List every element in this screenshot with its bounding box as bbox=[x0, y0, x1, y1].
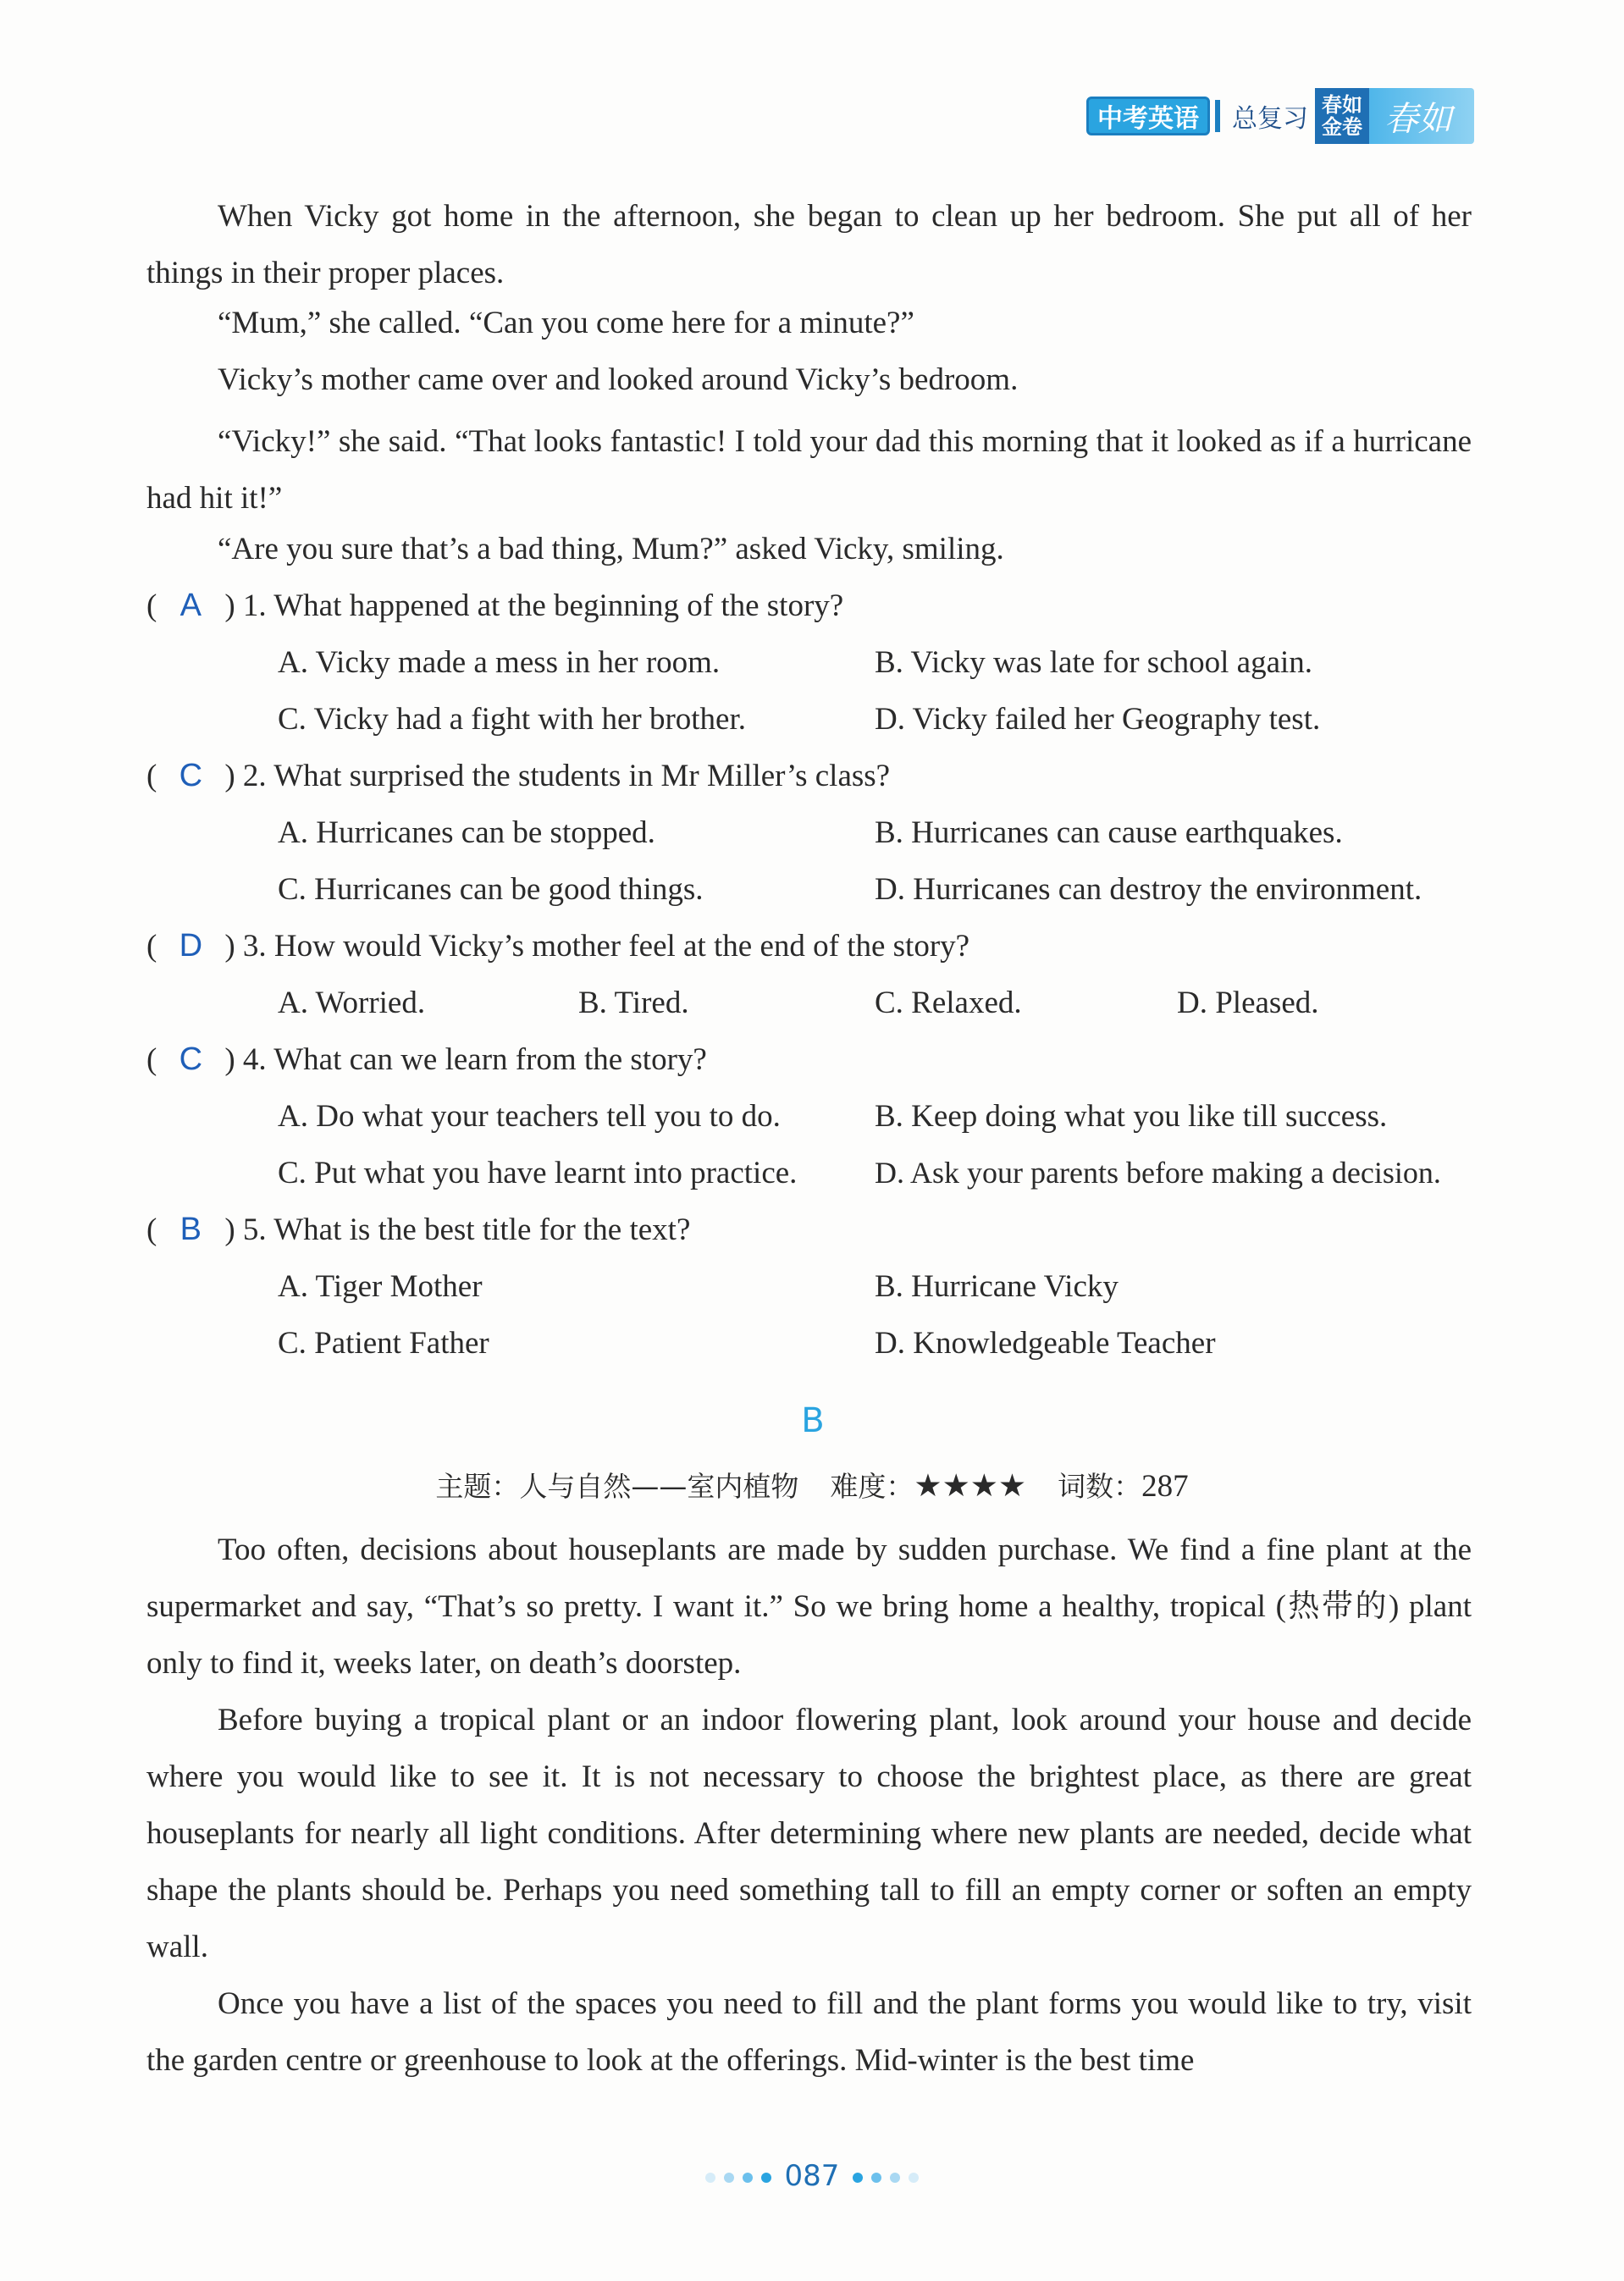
question-4-text: ) 4. What can we learn from the story? bbox=[224, 1042, 707, 1077]
question-5-option-b: B. Hurricane Vicky bbox=[875, 1269, 1119, 1304]
question-5: ( B ) 5. What is the best title for the text? bbox=[146, 1212, 691, 1247]
answer-3: D bbox=[179, 928, 203, 964]
header-badge-series bbox=[1315, 88, 1369, 144]
passage-b-paragraph-3: Once you have a list of the spaces you need to fill and the plant forms you would like to try, visit the garden centre or greenhouse to look at the offerings. Mid-winter is the best time bbox=[146, 1986, 1472, 2078]
question-5-option-a: A. Tiger Mother bbox=[278, 1269, 483, 1304]
question-2-option-a: A. Hurricanes can be stopped. bbox=[278, 815, 655, 850]
question-1-text: ) 1. What happened at the beginning of the story? bbox=[224, 588, 844, 623]
question-5-text: ) 5. What is the best title for the text? bbox=[224, 1212, 691, 1247]
question-2-option-b: B. Hurricanes can cause earthquakes. bbox=[875, 815, 1343, 850]
footer-dot-icon bbox=[743, 2173, 753, 2183]
question-2-option-d: D. Hurricanes can destroy the environment. bbox=[875, 872, 1422, 907]
question-1: ( A ) 1. What happened at the beginning of the story? bbox=[146, 588, 844, 623]
passage-b-paragraph-1: Too often, decisions about houseplants are made by sudden purchase. We find a fine plant at the supermarket and say, “That’s so pretty. I want it.” So we bring home a healthy, tropical (热带的) plant only to find it, weeks later, on death’s doorstep. bbox=[146, 1533, 1472, 1681]
answer-4: C bbox=[179, 1041, 203, 1077]
header-badge-separator bbox=[1215, 100, 1220, 132]
footer-dot-icon bbox=[705, 2173, 715, 2183]
question-1-option-a: A. Vicky made a mess in her room. bbox=[278, 645, 721, 680]
question-3-text: ) 3. How would Vicky’s mother feel at the end of the story? bbox=[224, 929, 970, 964]
question-5-option-d: D. Knowledgeable Teacher bbox=[875, 1326, 1216, 1361]
passage-a-paragraph-5: “Are you sure that’s a bad thing, Mum?” asked Vicky, smiling. bbox=[218, 532, 1004, 566]
section-b-heading: B bbox=[801, 1401, 825, 1440]
question-4-option-d: D. Ask your parents before making a decision. bbox=[875, 1156, 1441, 1190]
footer-dot-icon bbox=[909, 2173, 919, 2183]
footer-dot-icon bbox=[871, 2173, 881, 2183]
passage-b-paragraph-2: Before buying a tropical plant or an indoor flowering plant, look around your house and decide where you would like to see it. It is not necessary to choose the brightest place, as there are great houseplants for nearly all light conditions. After determining where new plants are needed, decide what shape the plants should be. Perhaps you need something tall to fill an empty corner or soften an empty wall. bbox=[146, 1703, 1472, 1964]
passage-a-paragraph-1: When Vicky got home in the afternoon, she began to clean up her bedroom. She put all of her things in their proper places. bbox=[146, 199, 1472, 290]
question-3-option-a: A. Worried. bbox=[278, 986, 426, 1020]
question-2-text: ) 2. What surprised the students in Mr Miller’s class? bbox=[224, 759, 891, 793]
question-3-option-d: D. Pleased. bbox=[1177, 986, 1319, 1020]
question-3-option-c: C. Relaxed. bbox=[875, 986, 1022, 1020]
header-badge-series-top: 春如 bbox=[1322, 93, 1362, 117]
header-badge-subtitle: 总复习 bbox=[1232, 104, 1308, 134]
wordcount-label: 词数： bbox=[1058, 1470, 1142, 1503]
topic-label: 主题：人与自然——室内植物 bbox=[435, 1470, 799, 1503]
footer-dot-icon bbox=[853, 2173, 863, 2183]
question-4-option-b: B. Keep doing what you like till success. bbox=[875, 1099, 1388, 1134]
page-footer bbox=[0, 2159, 1624, 2193]
footer-dot-icon bbox=[890, 2173, 900, 2183]
answer-2: C bbox=[179, 758, 203, 793]
question-5-option-c: C. Patient Father bbox=[278, 1326, 489, 1361]
difficulty-stars: ★★★★ bbox=[914, 1469, 1027, 1504]
header-badge-logo: 春如 bbox=[1369, 88, 1474, 144]
header-badge-title: 中考英语 bbox=[1086, 97, 1210, 135]
question-1-option-c: C. Vicky had a fight with her brother. bbox=[278, 702, 747, 737]
footer-dot-icon bbox=[761, 2173, 771, 2183]
answer-1: A bbox=[180, 588, 202, 623]
section-b-info bbox=[0, 1465, 1624, 1505]
question-3: ( D ) 3. How would Vicky’s mother feel at the end of the story? bbox=[146, 928, 970, 964]
footer-dot-icon bbox=[724, 2173, 734, 2183]
page-number: 087 bbox=[784, 2159, 840, 2193]
passage-a-paragraph-3: Vicky’s mother came over and looked around Vicky’s bedroom. bbox=[218, 362, 1019, 397]
passage-a-paragraph-2: “Mum,” she called. “Can you come here for a minute?” bbox=[218, 306, 914, 340]
question-2: ( C ) 2. What surprised the students in Mr Miller’s class? bbox=[146, 758, 891, 793]
question-1-option-b: B. Vicky was late for school again. bbox=[875, 645, 1313, 680]
header-badge bbox=[1086, 88, 1474, 144]
question-4: ( C ) 4. What can we learn from the story? bbox=[146, 1041, 707, 1077]
difficulty-label: 难度： bbox=[830, 1470, 914, 1503]
wordcount-value: 287 bbox=[1141, 1469, 1189, 1504]
question-1-option-d: D. Vicky failed her Geography test. bbox=[875, 702, 1321, 737]
passage-a-paragraph-4: “Vicky!” she said. “That looks fantastic! I told your dad this morning that it looked as if a hurricane had hit it!” bbox=[146, 424, 1472, 516]
question-3-option-b: B. Tired. bbox=[578, 986, 689, 1020]
answer-5: B bbox=[180, 1212, 202, 1247]
header-badge-series-bottom: 金卷 bbox=[1322, 115, 1362, 139]
question-4-option-a: A. Do what your teachers tell you to do. bbox=[278, 1099, 781, 1134]
question-4-option-c: C. Put what you have learnt into practice. bbox=[278, 1156, 798, 1190]
question-2-option-c: C. Hurricanes can be good things. bbox=[278, 872, 704, 907]
